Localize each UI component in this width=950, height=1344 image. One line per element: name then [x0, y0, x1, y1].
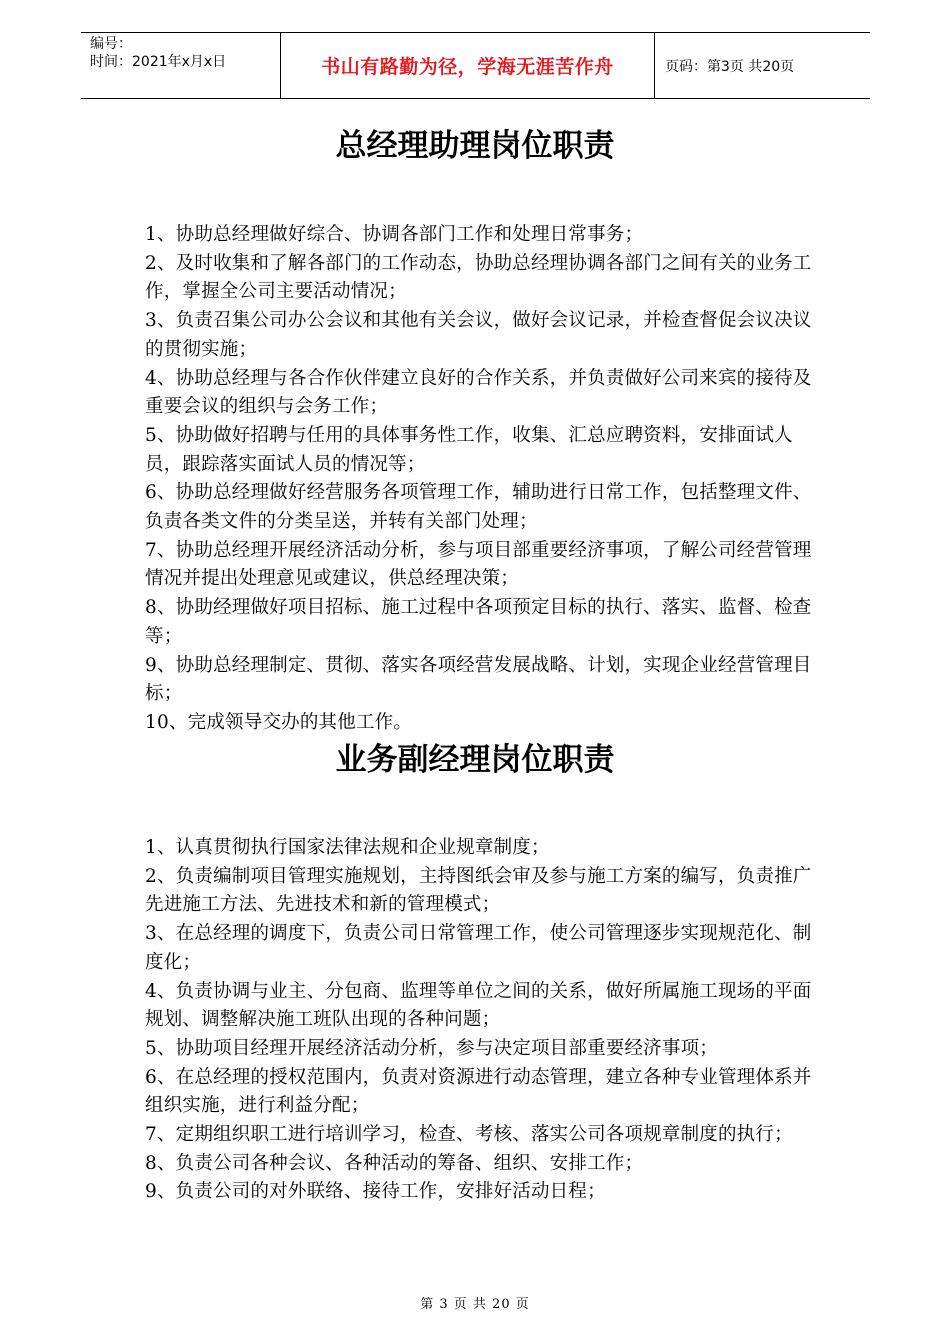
duty-item: 3、在总经理的调度下，负责公司日常管理工作，使公司管理逐步实现规范化、制度化；	[145, 923, 812, 973]
duty-item: 2、负责编制项目管理实施规划，主持图纸会审及参与施工方案的编写，负责推广先进施工方法、先进技术和新的管理模式；	[145, 865, 812, 916]
duty-item: 7、定期组织职工进行培训学习，检查、考核、落实公司各项规章制度的执行；	[145, 1124, 793, 1146]
duty-item: 8、协助经理做好项目招标、施工过程中各项预定目标的执行、落实、监督、检查等；	[145, 597, 812, 647]
duty-item: 6、在总经理的授权范围内，负责对资源进行动态管理，建立各种专业管理体系并组织实施，进行利益分配；	[145, 1066, 812, 1117]
document-number-label: 编号：	[90, 36, 132, 52]
document-date: 时间：2021年x月x日	[90, 54, 227, 70]
duty-item: 4、协助总经理与各合作伙伴建立良好的合作关系，并负责做好公司来宾的接待及重要会议的组织与会务工作；	[145, 367, 812, 418]
section-title-business-deputy: 业务副经理岗位职责	[335, 742, 615, 778]
duty-item: 8、负责公司各种会议、各种活动的筹备、组织、安排工作；	[145, 1152, 644, 1174]
duty-item: 5、协助做好招聘与任用的具体事务性工作，收集、汇总应聘资料，安排面试人员，跟踪落实面试人员的情况等；	[145, 424, 793, 475]
section-title-assistant-gm: 总经理助理岗位职责	[335, 128, 615, 164]
duty-item: 6、协助总经理做好经营服务各项管理工作，辅助进行日常工作，包括整理文件、负责各类文件的分类呈送，并转有关部门处理；	[145, 482, 812, 533]
duty-item: 3、负责召集公司办公会议和其他有关会议，做好会议记录，并检查督促会议决议的贯彻实施；	[145, 310, 812, 360]
duty-item: 1、认真贯彻执行国家法律法规和企业规章制度；	[145, 837, 550, 858]
duty-item: 1、协助总经理做好综合、协调各部门工作和处理日常事务；	[145, 224, 644, 245]
header-meta	[81, 33, 281, 98]
document-header	[81, 32, 870, 99]
duty-item: 7、协助总经理开展经济活动分析，参与项目部重要经济事项，了解公司经营管理情况并提出处理意见或建议，供总经理决策；	[145, 539, 812, 590]
duty-item: 9、负责公司的对外联络、接待工作，安排好活动日程；	[145, 1181, 606, 1203]
duty-item: 9、协助总经理制定、贯彻、落实各项经营发展战略、计划，实现企业经营管理目标；	[145, 654, 812, 705]
business-deputy-duties-list	[145, 834, 825, 1207]
duty-item: 10、完成领导交办的其他工作。	[145, 711, 413, 733]
duty-item: 4、负责协调与业主、分包商、监理等单位之间的关系，做好所属施工现场的平面规划、调整解决施工班队出现的各种问题；	[145, 980, 812, 1031]
duty-item: 2、及时收集和了解各部门的工作动态，协助总经理协调各部门之间有关的业务工作，掌握全公司主要活动情况；	[145, 252, 812, 303]
header-motto: 书山有路勤为径，学海无涯苦作舟	[281, 33, 655, 98]
header-page-info: 页码：第3页 共20页	[665, 58, 795, 75]
assistant-gm-duties-list	[145, 221, 825, 738]
page-footer: 第 3 页 共 20 页	[420, 1297, 530, 1312]
duty-item: 5、协助项目经理开展经济活动分析，参与决定项目部重要经济事项；	[145, 1037, 718, 1059]
